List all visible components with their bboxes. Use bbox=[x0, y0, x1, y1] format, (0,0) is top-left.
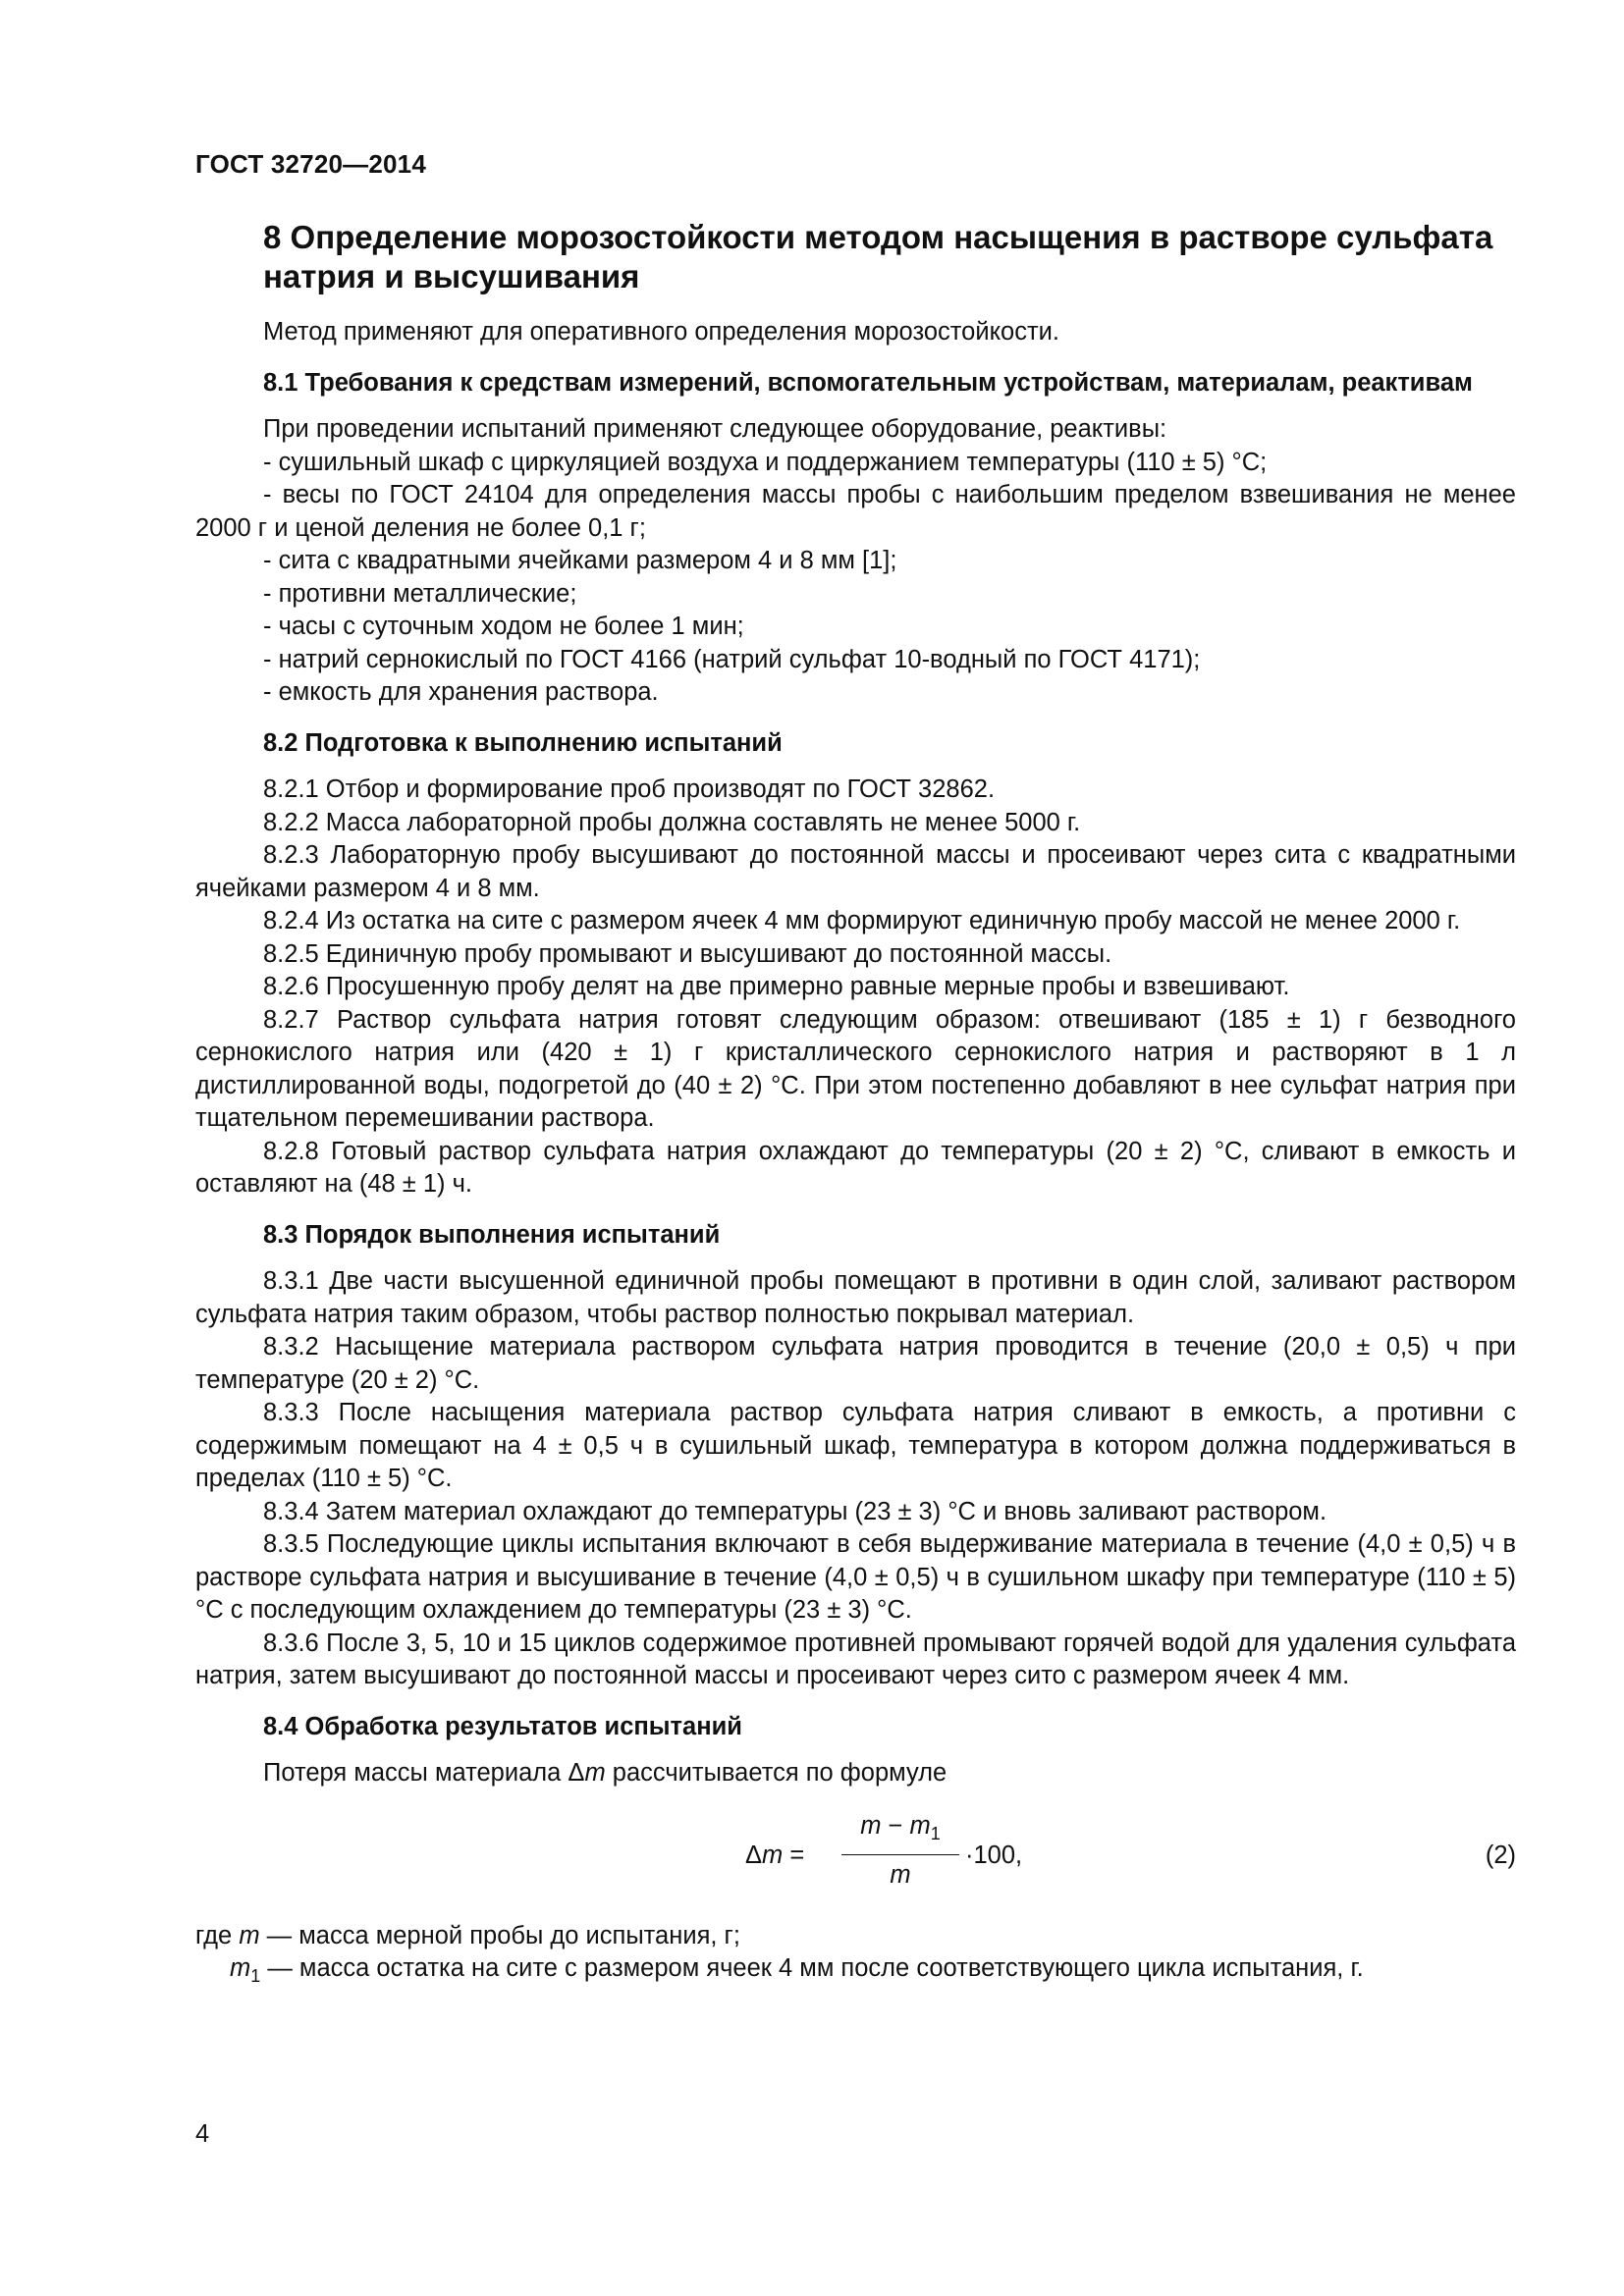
paragraph: 8.2.7 Раствор сульфата натрия готовят следующим образом: отвешивают (185 ± 1) г безводного сернокислого натрия или (420 ± 1) г кристаллического сернокислого натрия и растворяют в 1 л дистиллированной воды, подогретой до (40 ± 2) °С. При этом постепенно добавляют в нее сульфат натрия при тщательном перемешивании раствора. bbox=[195, 1005, 1516, 1132]
document-header: ГОСТ 32720—2014 bbox=[195, 149, 426, 179]
formula-lhs: Δm = bbox=[745, 1841, 805, 1869]
paragraph: 8.3.3 После насыщения материала раствор сульфата натрия сливают в емкость, а противни с содержимым помещают на 4 ± 0,5 ч в сушильный шкаф, температура в котором должна поддерживаться в пределах (110 ± 5) °С. bbox=[195, 1399, 1516, 1492]
paragraph: 8.2.4 Из остатка на сите с размером ячеек 4 мм формируют единичную пробу массой не менее 2000 г. bbox=[263, 907, 1461, 934]
paragraph: 8.2.2 Масса лабораторной пробы должна составлять не менее 5000 г. bbox=[263, 808, 1081, 836]
list-item: - емкость для хранения раствора. bbox=[263, 678, 659, 706]
section-intro: Метод применяют для оперативного определения морозостойкости. bbox=[263, 318, 1059, 346]
paragraph: 8.2.1 Отбор и формирование проб производят по ГОСТ 32862. bbox=[263, 775, 996, 803]
subsection-title-8-3: 8.3 Порядок выполнения испытаний bbox=[263, 1220, 721, 1249]
paragraph: 8.3.4 Затем материал охлаждают до температуры (23 ± 3) °С и вновь заливают раствором. bbox=[263, 1497, 1327, 1525]
paragraph: 8.2.3 Лабораторную пробу высушивают до постоянной массы и просеивают через сита с квадратными ячейками размером 4 и 8 мм. bbox=[195, 841, 1516, 902]
formula-2 bbox=[195, 1796, 1516, 1912]
list-item: - натрий сернокислый по ГОСТ 4166 (натрий сульфат 10-водный по ГОСТ 4171); bbox=[263, 645, 1201, 673]
paragraph: 8.2.8 Готовый раствор сульфата натрия охлаждают до температуры (20 ± 2) °С, сливают в емкость и оставляют на (48 ± 1) ч. bbox=[195, 1137, 1516, 1198]
paragraph: 8.3.1 Две части высушенной единичной пробы помещают в противни в один слой, заливают раствором сульфата натрия таким образом, чтобы раствор полностью покрывал материал. bbox=[195, 1267, 1516, 1328]
variable-definition: $m_1$ — масса остатка на сите с размером ячеек 4 мм после соответствующего цикла испытания, г. bbox=[230, 1954, 1364, 1986]
list-item: - противни металлические; bbox=[263, 579, 577, 608]
paragraph: 8.3.5 Последующие циклы испытания включают в себя выдерживание материала в течение (4,0 ± 0,5) ч в растворе сульфата натрия и высушивание в течение (4,0 ± 0,5) ч в сушильном шкафу при температуре (110 ± 5) °С с последующим охлаждением до температуры (23 ± 3) °С. bbox=[195, 1530, 1516, 1624]
formula-intro: Потеря массы материала Δm рассчитывается по формуле bbox=[263, 1759, 947, 1787]
variable-definition: где m — масса мерной пробы до испытания, г; bbox=[195, 1921, 740, 1949]
section-title: 8 Определение морозостойкости методом насыщения в растворе сульфата натрия и высушивания bbox=[263, 219, 1493, 294]
list-item: - сита с квадратными ячейками размером 4 и 8 мм [1]; bbox=[263, 547, 897, 574]
list-item: - часы с суточным ходом не более 1 мин; bbox=[263, 613, 744, 640]
paragraph: 8.3.2 Насыщение материала раствором сульфата натрия проводится в течение (20,0 ± 0,5) ч при температуре (20 ± 2) °С. bbox=[195, 1333, 1516, 1394]
paragraph: При проведении испытаний применяют следующее оборудование, реактивы: bbox=[263, 415, 1167, 443]
subsection-title-8-1: 8.1 Требования к средствам измерений, вспомогательным устройствам, материалам, реактивам bbox=[263, 368, 1473, 397]
formula-denominator: m bbox=[890, 1861, 911, 1889]
list-item: - весы по ГОСТ 24104 для определения массы пробы с наибольшим пределом взвешивания не менее 2000 г и ценой деления не более 0,1 г; bbox=[195, 481, 1516, 542]
paragraph: 8.3.6 После 3, 5, 10 и 15 циклов содержимое противней промывают горячей водой для удаления сульфата натрия, затем высушивают до постоянной массы и просеивают через сито с размером ячеек 4 мм. bbox=[195, 1629, 1516, 1689]
formula-number: (2) bbox=[1485, 1841, 1516, 1869]
page-number: 4 bbox=[195, 2120, 210, 2148]
formula-numerator: $m - m_1$ bbox=[841, 1810, 959, 1856]
document-body bbox=[195, 218, 1516, 1994]
subsection-title-8-4: 8.4 Обработка результатов испытаний bbox=[263, 1712, 742, 1740]
list-item: - сушильный шкаф с циркуляцией воздуха и поддержанием температуры (110 ± 5) °С; bbox=[263, 448, 1268, 476]
formula-fraction bbox=[841, 1810, 959, 1893]
paragraph: 8.2.6 Просушенную пробу делят на две примерно равные мерные пробы и взвешивают. bbox=[263, 973, 1290, 1000]
formula-rhs: ·100, bbox=[965, 1841, 1023, 1869]
subsection-title-8-2: 8.2 Подготовка к выполнению испытаний bbox=[263, 728, 783, 757]
paragraph: 8.2.5 Единичную пробу промывают и высушивают до постоянной массы. bbox=[263, 939, 1112, 968]
